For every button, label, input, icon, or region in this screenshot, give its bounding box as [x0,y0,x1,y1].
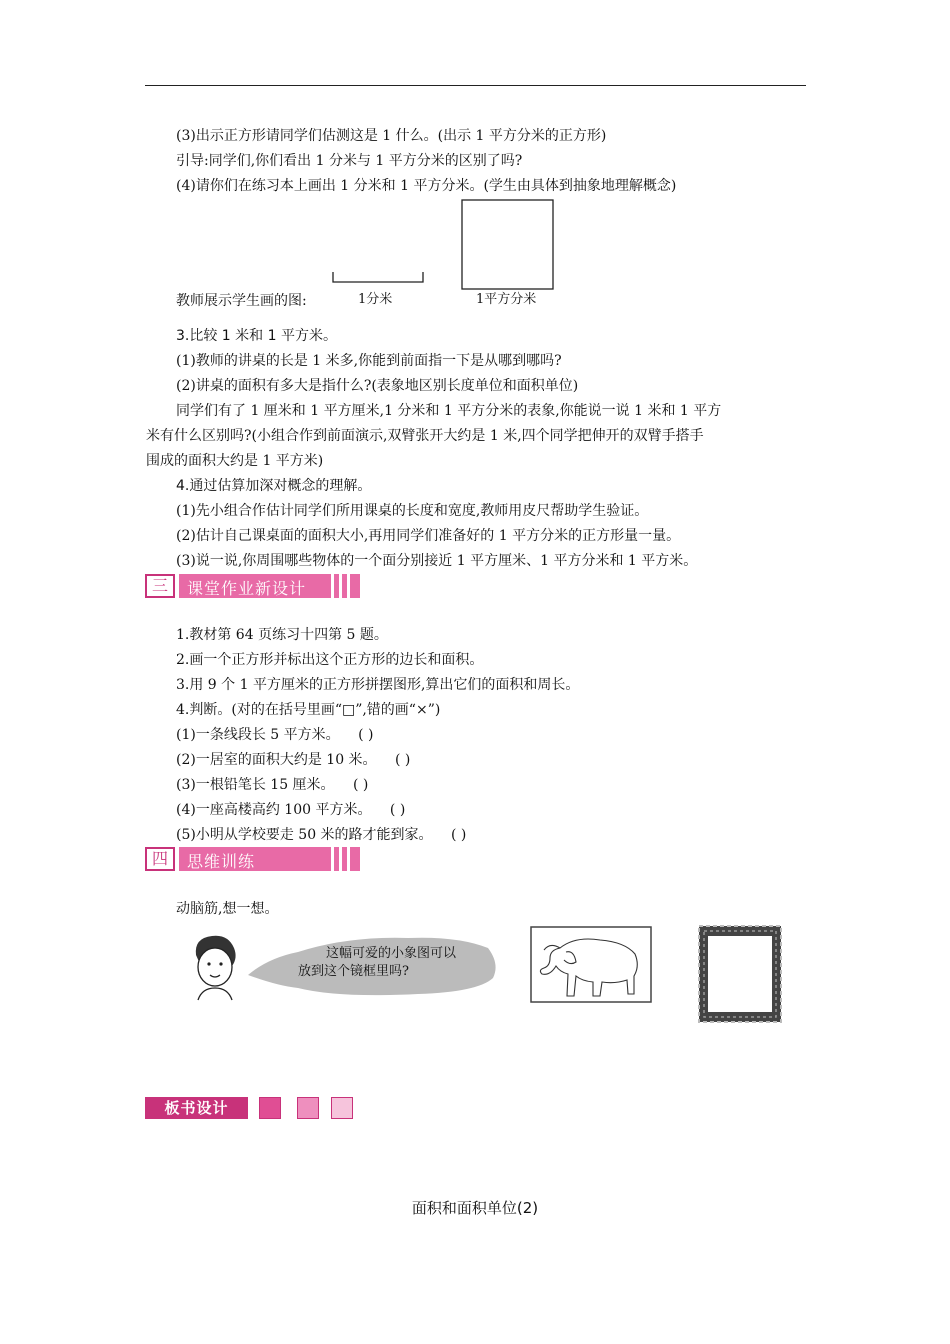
one-decimeter-bracket [333,272,423,282]
section-number: 四 [145,847,175,871]
decor-square [331,1097,353,1119]
board-design-label: 板书设计 [145,1097,248,1119]
estimate-item: (1)先小组合作估计同学们所用课桌的长度和宽度,教师用皮尺帮助学生验证。 [176,503,649,519]
task-item: 3.用 9 个 1 平方厘米的正方形拼摆图形,算出它们的面积和周长。 [176,677,580,693]
answer-parenthesis[interactable]: ( ) [451,827,467,843]
judge-item: (2)一居室的面积大约是 10 米。 ( ) [176,752,411,768]
section-header-4 [145,847,360,871]
boy-icon [196,936,236,1000]
drawing-caption: 教师展示学生画的图: [176,293,307,309]
judge-item: (1)一条线段长 5 平方米。 ( ) [176,727,374,743]
one-square-decimeter-square [462,200,553,289]
text-line: 引导:同学们,你们看出 1 分米与 1 平方分米的区别了吗? [176,153,523,169]
decor-square [297,1097,319,1119]
header-rule [145,85,806,86]
thinking-prompt: 动脑筋,想一想。 [176,901,279,917]
answer-parenthesis[interactable]: ( ) [353,777,369,793]
compare-para: 米有什么区别吗?(小组合作到前面演示,双臂张开大约是 1 米,四个同学把伸开的双臂手搭手 [146,428,704,444]
task-item: 4.判断。(对的在括号里画“□”,错的画“×”) [176,702,441,718]
text-line: (4)请你们在练习本上画出 1 分米和 1 平方分米。(学生由具体到抽象地理解概念) [176,178,677,194]
mirror-frame-picture [696,923,784,1025]
estimate-item: (2)估计自己课桌面的面积大小,再用同学们准备好的 1 平方分米的正方形量一量。 [176,528,681,544]
compare-item: (2)讲桌的面积有多大是指什么?(表象地区别长度单位和面积单位) [176,378,579,394]
decor-square [259,1097,281,1119]
compare-para: 围成的面积大约是 1 平方米) [146,453,324,469]
compare-para: 同学们有了 1 厘米和 1 平方厘米,1 分米和 1 平方分米的表象,你能说一说 1 米和 1 平方 [176,403,722,419]
answer-parenthesis[interactable]: ( ) [358,727,374,743]
bubble-text-line: 放到这个镜框里吗? [298,964,409,979]
section-header-3 [145,574,360,598]
task-item: 2.画一个正方形并标出这个正方形的边长和面积。 [176,652,484,668]
judge-item: (3)一根铅笔长 15 厘米。 ( ) [176,777,369,793]
answer-parenthesis[interactable]: ( ) [395,752,411,768]
board-title: 面积和面积单位(2) [411,1199,539,1217]
section-title: 思维训练 [187,852,256,871]
answer-parenthesis[interactable]: ( ) [389,802,406,818]
line-label: 1分米 [358,292,393,307]
judge-item: (5)小明从学校要走 50 米的路才能到家。 ( ) [176,827,467,843]
square-label: 1平方分米 [476,292,537,307]
section-number: 三 [145,574,175,598]
estimate-heading: 4.通过估算加深对概念的理解。 [176,478,372,494]
section-title: 课堂作业新设计 [187,579,307,598]
text-line: (3)出示正方形请同学们估测这是 1 什么。(出示 1 平方分米的正方形) [176,128,607,144]
judge-item: (4)一座高楼高约 100 平方米。 ( ) [176,802,406,818]
compare-item: (1)教师的讲桌的长是 1 米多,你能到前面指一下是从哪到哪吗? [176,353,562,369]
estimate-item: (3)说一说,你周围哪些物体的一个面分别接近 1 平方厘米、1 平方分米和 1 平方米。 [176,553,698,569]
compare-heading: 3.比较 1 米和 1 平方米。 [176,328,337,344]
bubble-text-line: 这幅可爱的小象图可以 [326,946,457,961]
elephant-picture [530,926,652,1003]
task-item: 1.教材第 64 页练习十四第 5 题。 [176,627,388,643]
